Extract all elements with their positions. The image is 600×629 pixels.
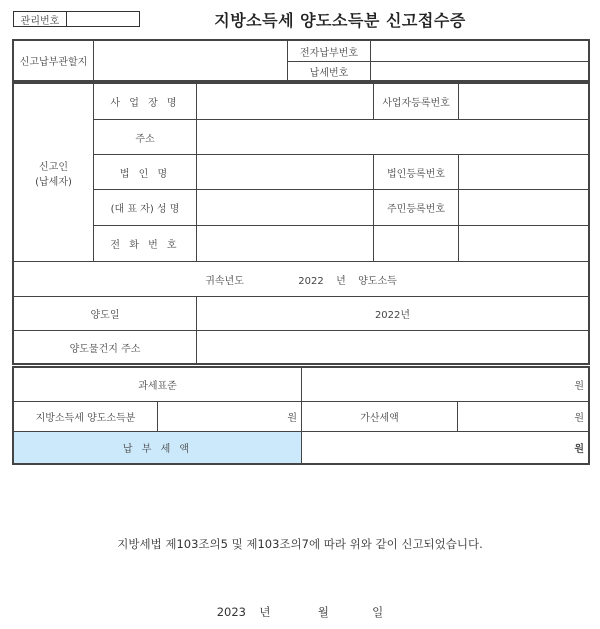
payment-amount-field[interactable]: [302, 432, 589, 464]
management-number-box: [13, 11, 140, 27]
transfer-date-label: 양도일: [14, 297, 197, 331]
payment-amount-unit: 원: [574, 444, 585, 455]
corporation-name-field[interactable]: [197, 155, 374, 190]
phone-extra-cell-2: [459, 226, 589, 262]
resident-reg-no-field[interactable]: [459, 190, 589, 226]
payment-amount-label: 납 부 세 액: [14, 432, 302, 464]
management-number-field[interactable]: [67, 12, 139, 26]
date-year: 2023: [216, 605, 246, 619]
transfer-date-field[interactable]: 2022년: [197, 297, 589, 331]
local-income-tax-unit: 원: [287, 413, 298, 424]
attribution-year-label: 귀속년도: [205, 275, 244, 287]
declarant-label-line1: 신고인: [39, 161, 68, 173]
legal-statement: 지방세법 제103조의5 및 제103조의7에 따라 위와 같이 신고되었습니다.: [117, 537, 483, 551]
address-label: 주소: [94, 120, 197, 155]
penalty-tax-unit: 원: [574, 413, 585, 424]
attribution-year-row: [14, 262, 589, 297]
tax-table: [13, 367, 589, 464]
business-name-field[interactable]: [197, 84, 374, 120]
attribution-year-unit: 년: [336, 275, 346, 287]
representative-name-field[interactable]: [197, 190, 374, 226]
corporation-reg-no-label: 법인등록번호: [374, 155, 459, 190]
jurisdiction-table: [13, 40, 589, 81]
business-reg-no-field[interactable]: [459, 84, 589, 120]
address-field[interactable]: [197, 120, 589, 155]
business-name-label: 사 업 장 명: [94, 84, 197, 120]
tax-base-label: 과세표준: [14, 368, 302, 402]
property-address-field[interactable]: [197, 331, 589, 364]
tax-base-unit: 원: [574, 381, 585, 392]
local-income-tax-field[interactable]: [158, 402, 302, 432]
phone-extra-cell-1: [374, 226, 459, 262]
local-income-tax-label: 지방소득세 양도소득분: [14, 402, 158, 432]
property-address-label: 양도물건지 주소: [14, 331, 197, 364]
declarant-table: [13, 83, 589, 364]
management-number-label: 관리번호: [14, 12, 67, 26]
jurisdiction-label: 신고납부관할지: [14, 41, 94, 81]
declarant-group-label: [14, 84, 94, 262]
date-year-unit: 년: [259, 605, 271, 619]
declarant-label-line2: (납세자): [35, 176, 72, 188]
date-line: [0, 604, 600, 620]
business-reg-no-label: 사업자등록번호: [374, 84, 459, 120]
penalty-tax-field[interactable]: [458, 402, 589, 432]
date-day-unit: 일: [372, 605, 384, 619]
phone-field[interactable]: [197, 226, 374, 262]
attribution-year-value: 2022: [298, 275, 324, 287]
tax-payment-no-field[interactable]: [371, 62, 589, 81]
corporation-reg-no-field[interactable]: [459, 155, 589, 190]
phone-label: 전 화 번 호: [94, 226, 197, 262]
representative-name-label: (대 표 자) 성 명: [94, 190, 197, 226]
resident-reg-no-label: 주민등록번호: [374, 190, 459, 226]
attribution-income-type: 양도소득: [358, 275, 397, 287]
penalty-tax-label: 가산세액: [302, 402, 458, 432]
tax-payment-no-label: 납세번호: [288, 62, 371, 81]
jurisdiction-field[interactable]: [94, 41, 288, 81]
date-month-unit: 월: [317, 605, 329, 619]
tax-base-field[interactable]: [302, 368, 589, 402]
page-title: 지방소득세 양도소득분 신고접수증: [214, 10, 466, 30]
electronic-payment-no-field[interactable]: [371, 41, 589, 62]
corporation-name-label: 법 인 명: [94, 155, 197, 190]
electronic-payment-no-label: 전자납부번호: [288, 41, 371, 62]
